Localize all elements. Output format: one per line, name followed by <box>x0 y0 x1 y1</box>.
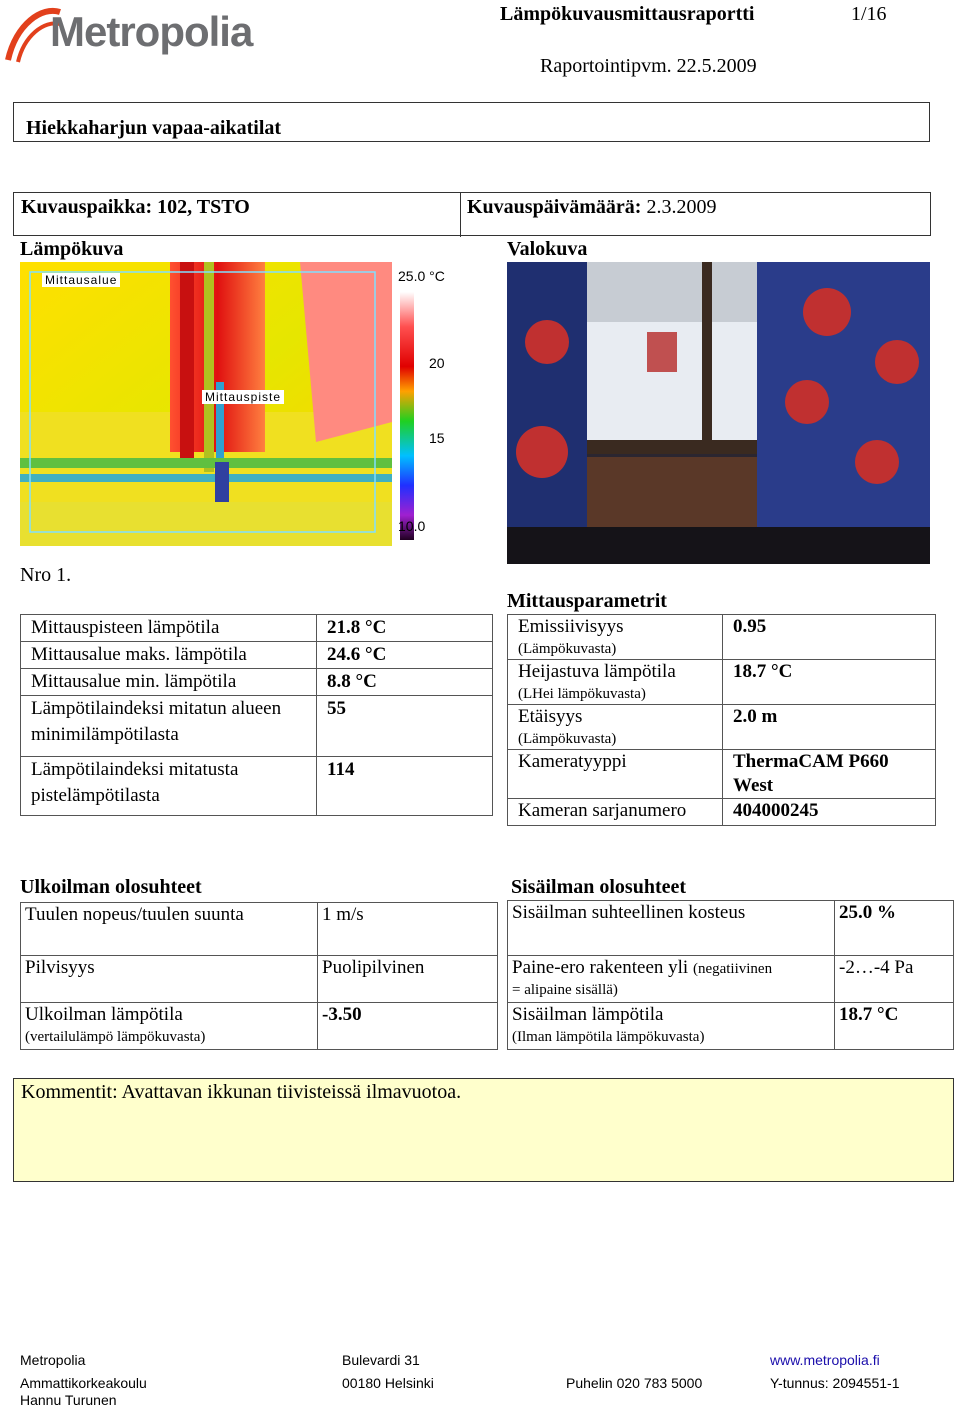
location-date-value: 2.3.2009 <box>646 196 717 218</box>
table-row <box>508 1003 954 1050</box>
footer-phone: Puhelin 020 783 5000 <box>566 1375 703 1391</box>
indoor-table <box>507 900 954 1050</box>
photo-title: Valokuva <box>507 238 588 260</box>
thermal-title: Lämpökuva <box>20 238 124 260</box>
comment-box <box>13 1078 954 1182</box>
table-row <box>508 615 936 660</box>
indoor-label: Sisäilman lämpötila <box>512 1004 664 1025</box>
table-row <box>508 799 936 826</box>
comment-text: Kommentit: Avattavan ikkunan tiivisteissä ilmavuotoa. <box>21 1081 462 1103</box>
indoor-title: Sisäilman olosuhteet <box>511 876 687 898</box>
measurement-value: 55 <box>317 696 493 757</box>
table-row <box>21 696 493 757</box>
param-label: Emissiivisyys <box>518 616 624 637</box>
param-label: Etäisyys <box>518 706 583 727</box>
scale-15: 15 <box>429 430 445 446</box>
measurement-label: Lämpötilaindeksi mitatun alueen minimilämpötilasta <box>21 696 317 757</box>
table-row <box>508 660 936 705</box>
outdoor-value: -3.50 <box>318 1003 498 1050</box>
table-row <box>21 642 493 669</box>
outdoor-sub: (vertailulämpö lämpökuvasta) <box>25 1029 206 1045</box>
table-row <box>21 956 498 1003</box>
table-row <box>508 750 936 799</box>
param-value: 2.0 m <box>723 705 936 750</box>
outdoor-label: Ulkoilman lämpötila <box>25 1004 183 1025</box>
indoor-value: -2…-4 Pa <box>835 956 954 1003</box>
measurement-value: 21.8 °C <box>317 615 493 642</box>
param-sub: (LHei lämpökuvasta) <box>518 686 646 702</box>
measurement-label: Mittauspisteen lämpötila <box>21 615 317 642</box>
outdoor-value: 1 m/s <box>318 903 498 956</box>
param-label: Heijastuva lämpötila <box>518 661 676 682</box>
logo-text: Metropolia <box>50 8 253 55</box>
site-name: Hiekkaharjun vapaa-aikatilat <box>26 117 282 139</box>
table-row <box>21 757 493 816</box>
scale-min: 10.0 <box>398 518 426 534</box>
measurement-value: 114 <box>317 757 493 816</box>
measurements-table <box>20 614 493 816</box>
page-number: 1/16 <box>851 3 887 25</box>
photo-image <box>507 262 930 564</box>
table-row <box>21 1003 498 1050</box>
footer-street: Bulevardi 31 <box>342 1352 420 1368</box>
indoor-sub: (Ilman lämpötila lämpökuvasta) <box>512 1029 705 1045</box>
table-row <box>508 901 954 956</box>
location-date-label: Kuvauspäivämäärä: <box>467 196 642 218</box>
indoor-value: 18.7 °C <box>835 1003 954 1050</box>
footer-person: Hannu Turunen <box>20 1392 117 1408</box>
parameters-title: Mittausparametrit <box>507 590 667 612</box>
indoor-sub: = alipaine sisällä) <box>512 982 618 998</box>
footer-org2: Ammattikorkeakoulu <box>20 1375 147 1391</box>
param-sub: (Lämpökuvasta) <box>518 641 617 657</box>
report-date: Raportointipvm. 22.5.2009 <box>540 55 757 77</box>
scale-bar <box>400 292 414 540</box>
outdoor-label: Tuulen nopeus/tuulen suunta <box>21 903 318 956</box>
indoor-value: 25.0 % <box>835 901 954 956</box>
temperature-scale <box>392 262 488 558</box>
outdoor-label: Pilvisyys <box>21 956 318 1003</box>
param-label: Kameratyyppi <box>508 750 723 799</box>
footer-ytunnus: Y-tunnus: 2094551-1 <box>770 1375 900 1391</box>
param-value: 404000245 <box>723 799 936 826</box>
param-label: Kameran sarjanumero <box>508 799 723 826</box>
table-row <box>508 705 936 750</box>
indoor-label: Paine-ero rakenteen yli <box>512 957 689 978</box>
measurement-label: Mittausalue min. lämpötila <box>21 669 317 696</box>
thermal-image <box>20 262 392 546</box>
param-sub: (Lämpökuvasta) <box>518 731 617 747</box>
indoor-sub-inline: (negatiivinen <box>692 961 773 977</box>
location-box <box>13 192 931 236</box>
measurement-value: 24.6 °C <box>317 642 493 669</box>
scale-max: 25.0 °C <box>398 268 445 284</box>
outdoor-value: Puolipilvinen <box>318 956 498 1003</box>
param-value: 0.95 <box>723 615 936 660</box>
outdoor-title: Ulkoilman olosuhteet <box>20 876 202 898</box>
parameters-table <box>507 614 936 826</box>
metropolia-logo <box>4 2 274 66</box>
image-number: Nro 1. <box>20 564 72 586</box>
scale-20: 20 <box>429 355 445 371</box>
site-box <box>13 102 930 142</box>
table-row <box>21 615 493 642</box>
param-value: 18.7 °C <box>723 660 936 705</box>
location-place: Kuvauspaikka: 102, TSTO <box>21 196 250 218</box>
measurement-label: Mittausalue maks. lämpötila <box>21 642 317 669</box>
table-row <box>21 669 493 696</box>
report-title: Lämpökuvausmittausraportti <box>500 3 755 25</box>
outdoor-table <box>20 902 498 1050</box>
indoor-label: Sisäilman suhteellinen kosteus <box>508 901 835 956</box>
table-row <box>21 903 498 956</box>
measurement-value: 8.8 °C <box>317 669 493 696</box>
footer-org1: Metropolia <box>20 1352 86 1368</box>
footer-website-link[interactable]: www.metropolia.fi <box>770 1352 880 1368</box>
location-date <box>467 196 716 219</box>
param-value: ThermaCAM P660 West <box>723 750 936 799</box>
footer-city: 00180 Helsinki <box>342 1375 434 1391</box>
area-label: Mittausalue <box>42 273 120 287</box>
measurement-label: Lämpötilaindeksi mitatusta pistelämpötilasta <box>21 757 317 816</box>
spot-label: Mittauspiste <box>202 390 284 404</box>
table-row <box>508 956 954 1003</box>
